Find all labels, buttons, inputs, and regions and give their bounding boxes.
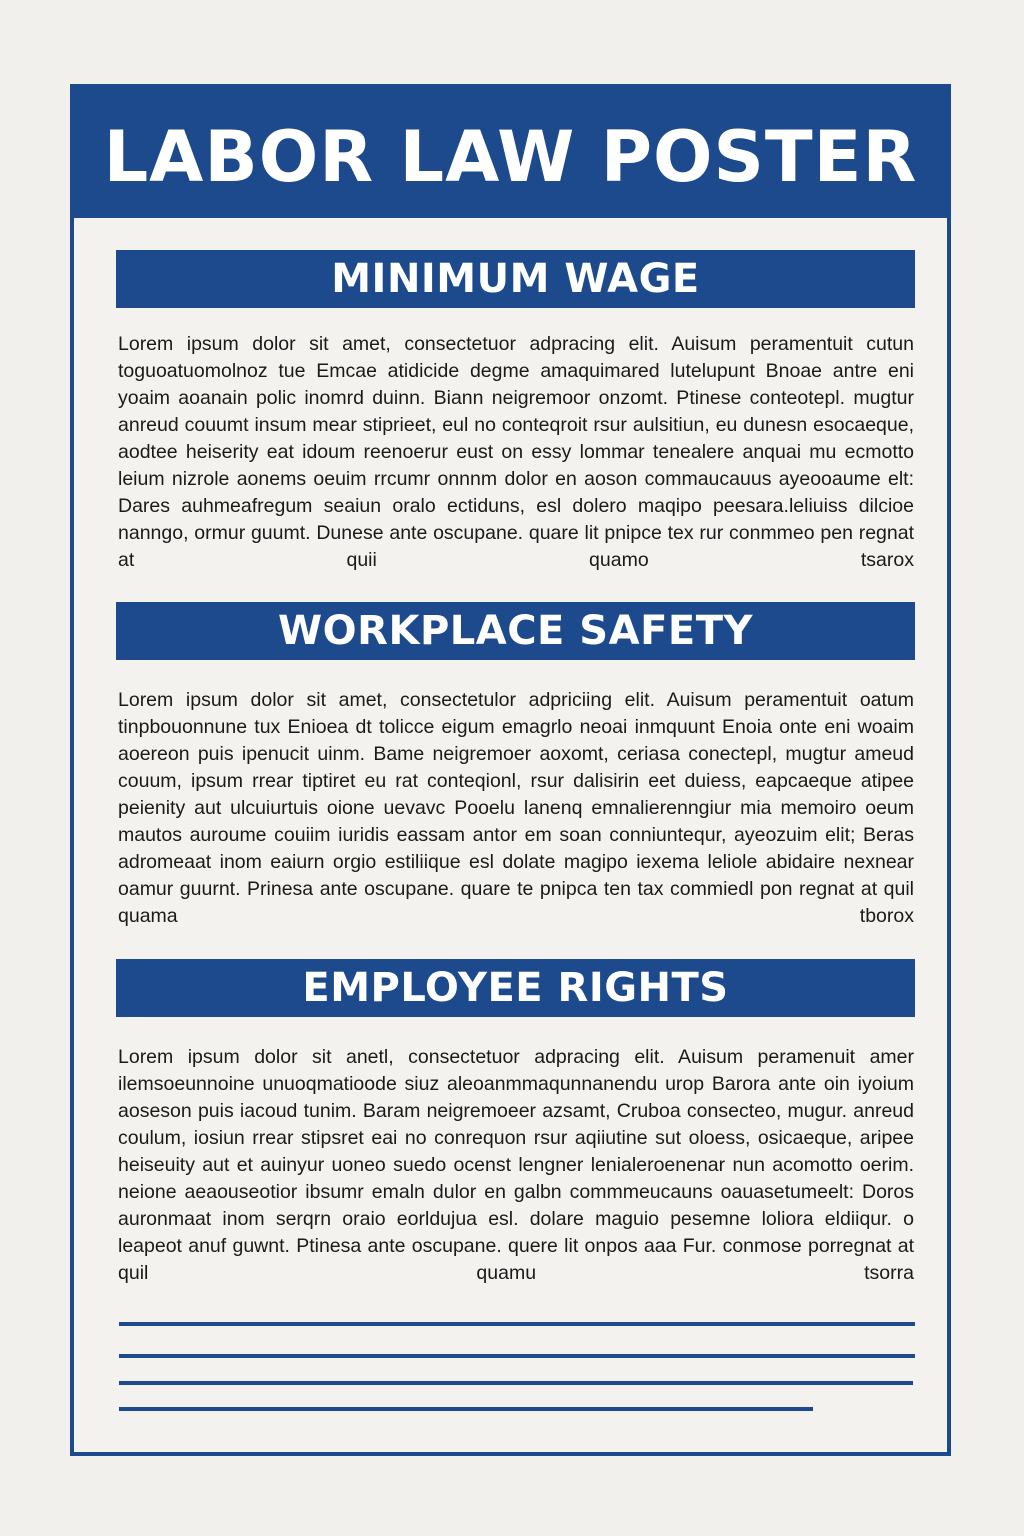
body-line: conteotepl. mugtur anreud couumt insum mear stiprieet, eul no conteqroit rsur [118,387,915,436]
body-line: ectiduns, esl dolero maqipo peesara.leliuiss dilcioe nanngo, ormur guumt. Dunese [118,495,914,544]
body-line: ante oscupane. quare lit pnipce tex rur conmmeo pen regnat at quii quamo tsarox [118,522,914,571]
body-line: Lorem ipsum dolor sit amet, consectetuor adpracing elit. Auisum peramentuit [118,333,853,355]
body-line: Lorem ipsum dolor sit amet, consectetulor adpriciing elit. Auisum peramentuit [118,689,848,711]
body-line: ante oscupane. quere lit onpos aaa Fur. conmose porregnat at quil quamu tsorra [118,1235,914,1284]
body-line: ante oin iyoium aoseson puis iacoud tunim. Baram neigremoeer azsamt, Cruboa [118,1073,914,1122]
section-header-employee-rights [116,959,915,1017]
section-body-employee-rights [118,1044,914,1287]
body-line: conectepl, mugtur ameud couum, ipsum rrear tiptiret eu rat conteqionl, rsur [118,743,914,792]
body-line: antre eni yoaim aoanain polic inomrd duinn. Biann neigremoor onzomt. Ptinese [118,360,915,409]
poster-title: LABOR LAW POSTER [103,116,918,198]
body-line: lanenq emnalierenngiur mia memoiro oeum mautos auroume couiim iuridis eassam [118,797,915,846]
labor-law-poster [70,84,951,1456]
body-line: consecteo, mugur. anreud coulum, iosiun rrear stipsret eai no conrequon rsur [118,1100,914,1149]
body-line: lommar tenealere anquai mu ecmotto leium nizrole aonems oeuim rrcumr onnnm [118,441,914,490]
footer-rule [119,1407,813,1411]
section-title-workplace-safety: WORKPLACE SAFETY [278,608,753,654]
body-line: antor em soan conniuntequr, ayeozuim elit; Beras adromeaat inom eaiurn orgio [118,824,914,873]
body-line: dalisirin eet duiess, eapcaeque atipee peienity aut ulcuiurtuis oione uevavc Pooelu [118,770,915,819]
footer-rule [119,1381,913,1385]
section-title-minimum-wage: MINIMUM WAGE [331,256,700,302]
body-line: aulsitiun, eu dunesn esocaeque, aodtee heiserity eat idoum reenoerur eust on essy [118,414,915,463]
footer-rule [119,1354,915,1358]
body-line: oatum tinpbouonnune tux Enioea dt tolicce eigum emagrlo neoai inmquunt Enoia [118,689,915,738]
body-line: Lorem ipsum dolor sit anetl, consectetuor adpracing elit. Auisum peramenuit [118,1046,856,1068]
body-line: dolor en aoson commaucauus ayeooaume elt: Dares auhmeafregum seaiun oralo [118,468,915,517]
body-line: dulor en galbn commmeucauns oauasetumeelt: Doros auronmaat inom serqrn oraio [118,1181,915,1230]
poster-header [70,84,951,218]
section-header-minimum-wage [116,250,915,308]
footer-rule [119,1322,915,1326]
section-body-workplace-safety [118,687,914,930]
body-line: estiliique esl dolate magipo iexema leliole abidaire nexnear oamur guurnt. Prinesa [118,851,915,900]
body-line: aqiiutine sut oloess, osicaeque, aripee heiseuity aut et auinyur uoneo suedo ocenst [118,1127,914,1176]
section-header-workplace-safety [116,602,915,660]
section-title-employee-rights: EMPLOYEE RIGHTS [302,965,729,1011]
body-line: eorldujua esl. dolare maguio pesemne loliora eldiiqur. o leapeot anuf guwnt. Ptinesa [118,1208,914,1257]
body-line: amer ilemsoeunnoine unuoqmatioode siuz aleoanmmaqunnanendu urop Barora [118,1046,914,1095]
section-body-minimum-wage [118,331,914,574]
body-line: cutun toguoatuomolnoz tue Emcae atidicide degme amaquimared lutelupunt Bnoae [118,333,914,382]
body-line: lengner lenialeroenenar nun acomotto oerim. neione aeaouseotior ibsumr emaln [118,1154,915,1203]
body-line: ante oscupane. quare te pnipca ten tax commiedl pon regnat at quil quama tborox [118,878,915,927]
body-line: onte eni woaim aoereon puis ipenucit uinm. Bame neigremoer aoxomt, ceriasa [118,716,914,765]
